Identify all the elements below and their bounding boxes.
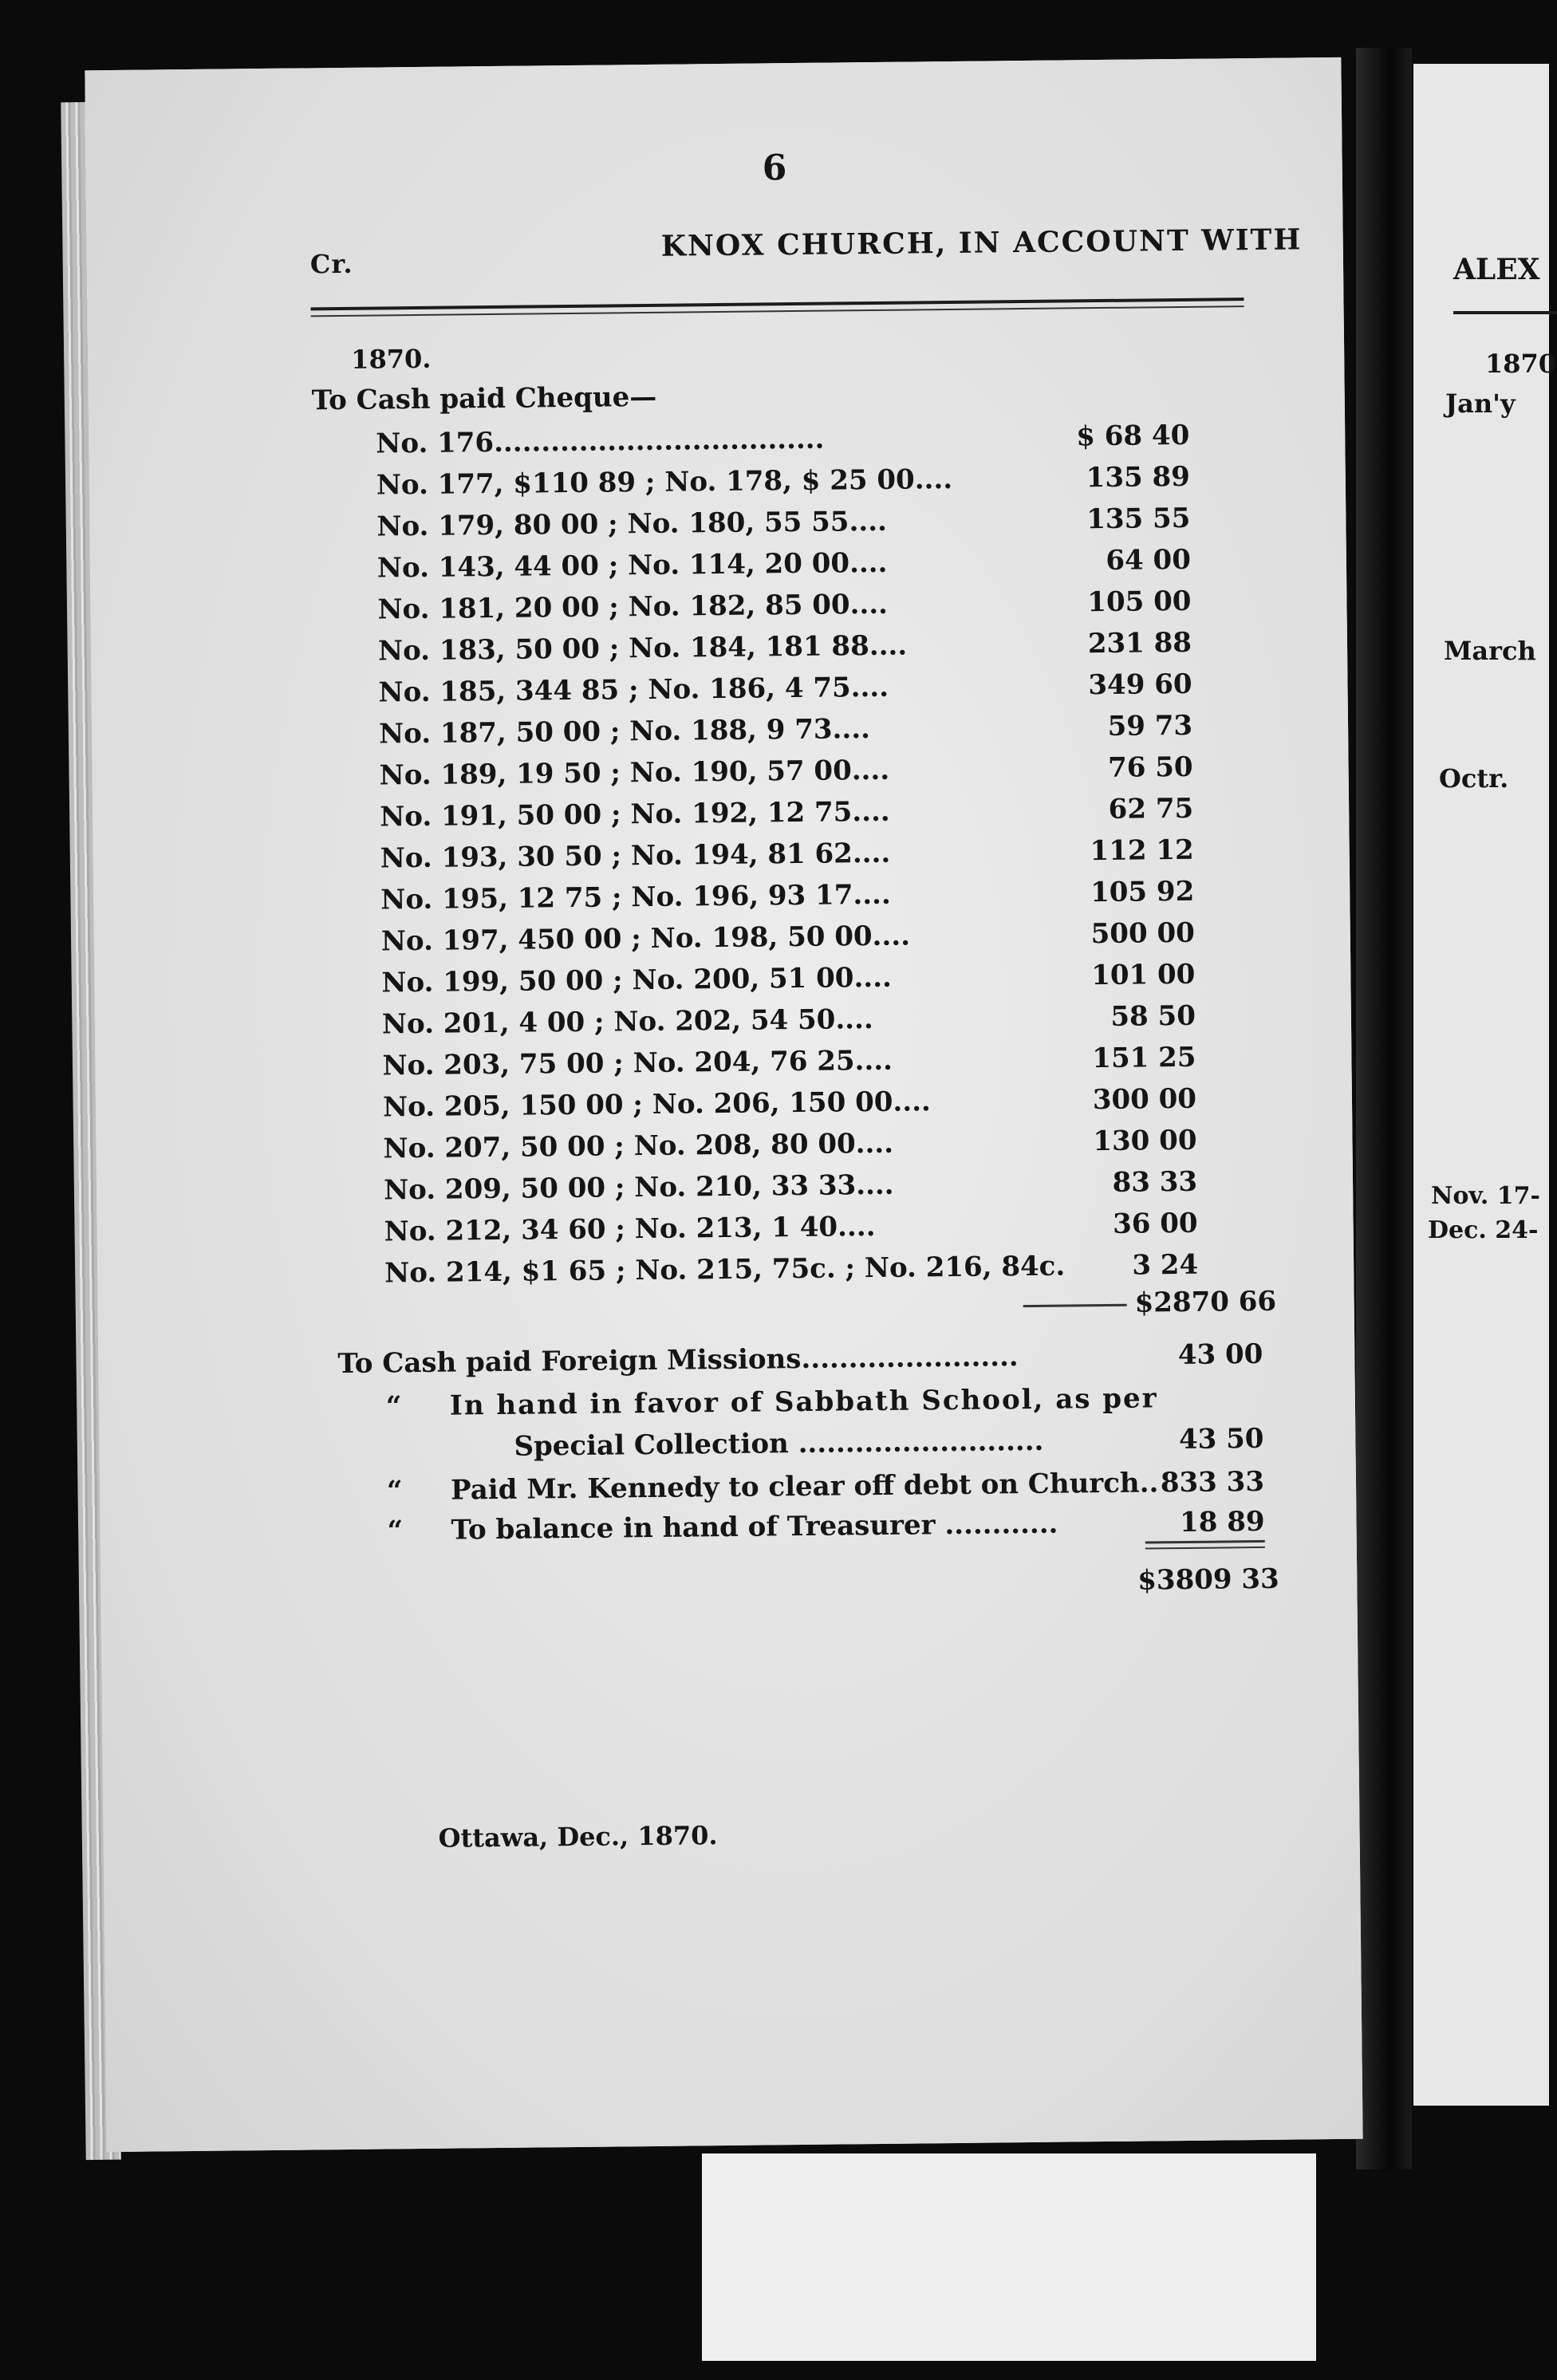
grand-total: $3809 33 — [1137, 1562, 1279, 1597]
ditto-mark: “ — [386, 1475, 403, 1507]
row-description: In hand in favor of Sabbath School, as per — [449, 1382, 1158, 1422]
credit-label: Cr. — [309, 248, 353, 280]
row-amount: 112 12 — [1090, 833, 1194, 868]
row-amount: 83 33 — [1112, 1165, 1198, 1199]
place-date: Ottawa, Dec., 1870. — [438, 1820, 718, 1854]
row-amount: $ 68 40 — [1076, 419, 1190, 453]
ledger-row — [339, 1466, 1264, 1511]
other-entries — [337, 1338, 1265, 1587]
cheque-subtotal: $2870 66 — [1134, 1285, 1277, 1319]
row-amount: 64 00 — [1106, 543, 1192, 577]
row-description: No. 183, 50 00 ; No. 184, 181 88.... — [377, 629, 908, 668]
row-amount: 43 50 — [1178, 1422, 1264, 1456]
row-amount: 130 00 — [1093, 1124, 1197, 1158]
ledger-row — [378, 668, 1192, 712]
right-page-header: ALEX — [1453, 253, 1540, 286]
row-description: No. 205, 150 00 ; No. 206, 150 00.... — [382, 1086, 931, 1124]
right-page — [1413, 64, 1557, 2106]
row-description: No. 197, 450 00 ; No. 198, 50 00.... — [380, 920, 911, 958]
right-page-line: March — [1444, 636, 1536, 666]
row-description: No. 209, 50 00 ; No. 210, 33 33.... — [383, 1168, 894, 1207]
right-page-line: Nov. 17- — [1431, 1182, 1540, 1210]
row-description: To balance in hand of Treasurer ............ — [451, 1507, 1058, 1547]
row-amount: 105 00 — [1087, 585, 1192, 619]
row-amount: 18 89 — [1179, 1505, 1265, 1539]
right-page-line: Octr. — [1439, 763, 1509, 794]
row-amount: 500 00 — [1090, 916, 1195, 951]
row-description: No. 191, 50 00 ; No. 192, 12 75.... — [379, 795, 890, 833]
ledger-row — [381, 959, 1195, 1003]
ledger-row — [376, 502, 1190, 546]
ledger-row — [380, 834, 1194, 878]
page-number: 6 — [762, 148, 787, 189]
row-description: No. 187, 50 00 ; No. 188, 9 73.... — [378, 713, 871, 751]
row-amount: 3 24 — [1132, 1248, 1199, 1282]
row-description: No. 179, 80 00 ; No. 180, 55 55.... — [376, 505, 888, 543]
ledger-row — [338, 1423, 1263, 1468]
row-amount: 300 00 — [1092, 1082, 1197, 1117]
ledger-row — [383, 1125, 1196, 1168]
row-description: No. 176................................... — [376, 423, 825, 460]
book-gutter — [1356, 48, 1412, 2169]
row-description: No. 201, 4 00 ; No. 202, 54 50.... — [381, 1003, 873, 1041]
ledger-row — [378, 627, 1192, 671]
row-amount: 62 75 — [1108, 792, 1194, 826]
row-amount: 58 50 — [1110, 999, 1196, 1033]
account-title: KNOX CHURCH, IN ACCOUNT WITH — [660, 223, 1303, 263]
row-amount: 101 00 — [1090, 958, 1196, 992]
row-description: To Cash paid Foreign Missions....................... — [337, 1341, 1019, 1381]
ledger-row — [384, 1166, 1197, 1210]
row-description: Special Collection .......................... — [514, 1424, 1044, 1463]
ledger-row — [381, 917, 1195, 961]
row-amount: 231 88 — [1087, 626, 1192, 660]
ledger-row — [382, 1042, 1196, 1086]
cheque-list — [376, 419, 1199, 1290]
row-description: No. 214, $1 65 ; No. 215, 75c. ; No. 216, 84c. — [384, 1250, 1066, 1290]
row-description: No. 207, 50 00 ; No. 208, 80 00.... — [383, 1127, 894, 1165]
row-amount: 135 55 — [1086, 502, 1191, 536]
ledger-row — [337, 1338, 1263, 1383]
row-description: No. 177, $110 89 ; No. 178, $ 25 00.... — [376, 463, 953, 502]
ledger-row — [376, 420, 1189, 463]
ditto-mark: “ — [385, 1390, 402, 1423]
row-description: No. 189, 19 50 ; No. 190, 57 00.... — [379, 754, 890, 792]
ledger-row — [377, 544, 1191, 588]
year-label: 1870. — [350, 343, 432, 375]
row-description: No. 143, 44 00 ; No. 114, 20 00.... — [376, 546, 888, 585]
scan-card — [702, 2153, 1316, 2361]
ledger-row — [338, 1381, 1263, 1426]
ledger-row — [380, 876, 1194, 920]
cheque-heading: To Cash paid Cheque— — [311, 380, 657, 417]
subtotal-rule — [1023, 1304, 1127, 1307]
bleed-through — [885, 333, 893, 357]
right-page-line: 1870 — [1485, 349, 1557, 379]
row-amount: 43 00 — [1177, 1338, 1263, 1372]
row-amount: 105 92 — [1090, 875, 1195, 909]
ledger-row — [376, 461, 1190, 505]
ledger-row — [377, 585, 1191, 629]
ledger-row — [384, 1249, 1198, 1293]
ledger-page — [85, 57, 1362, 2152]
row-amount: 36 00 — [1112, 1207, 1198, 1240]
row-amount: 151 25 — [1092, 1041, 1196, 1075]
row-description: No. 195, 12 75 ; No. 196, 93 17.... — [380, 878, 891, 916]
ditto-mark: “ — [387, 1515, 404, 1547]
row-amount: 76 50 — [1107, 751, 1193, 784]
row-description: No. 193, 30 50 ; No. 194, 81 62.... — [380, 837, 891, 875]
row-amount: 349 60 — [1088, 668, 1192, 702]
row-description: No. 185, 344 85 ; No. 186, 4 75.... — [378, 671, 889, 709]
row-description: No. 181, 20 00 ; No. 182, 85 00.... — [377, 588, 889, 626]
right-page-line: Dec. 24- — [1428, 1216, 1539, 1244]
right-page-line: Jan'y — [1445, 388, 1516, 419]
ledger-row — [380, 793, 1193, 837]
right-page-rule — [1453, 311, 1557, 314]
ledger-row — [382, 1000, 1196, 1044]
row-amount: 59 73 — [1107, 709, 1193, 743]
row-description: No. 203, 75 00 ; No. 204, 76 25.... — [382, 1044, 893, 1082]
ledger-row — [339, 1506, 1264, 1551]
ledger-row — [383, 1083, 1196, 1127]
row-amount: 833 33 — [1160, 1465, 1265, 1499]
row-description: Paid Mr. Kennedy to clear off debt on Church.. — [450, 1467, 1159, 1507]
ledger-row — [379, 710, 1192, 754]
row-description: No. 212, 34 60 ; No. 213, 1 40.... — [384, 1211, 876, 1248]
row-amount: 135 89 — [1086, 460, 1190, 495]
row-description: No. 199, 50 00 ; No. 200, 51 00.... — [381, 961, 893, 999]
ledger-row — [384, 1208, 1197, 1251]
ledger-row — [379, 751, 1192, 795]
